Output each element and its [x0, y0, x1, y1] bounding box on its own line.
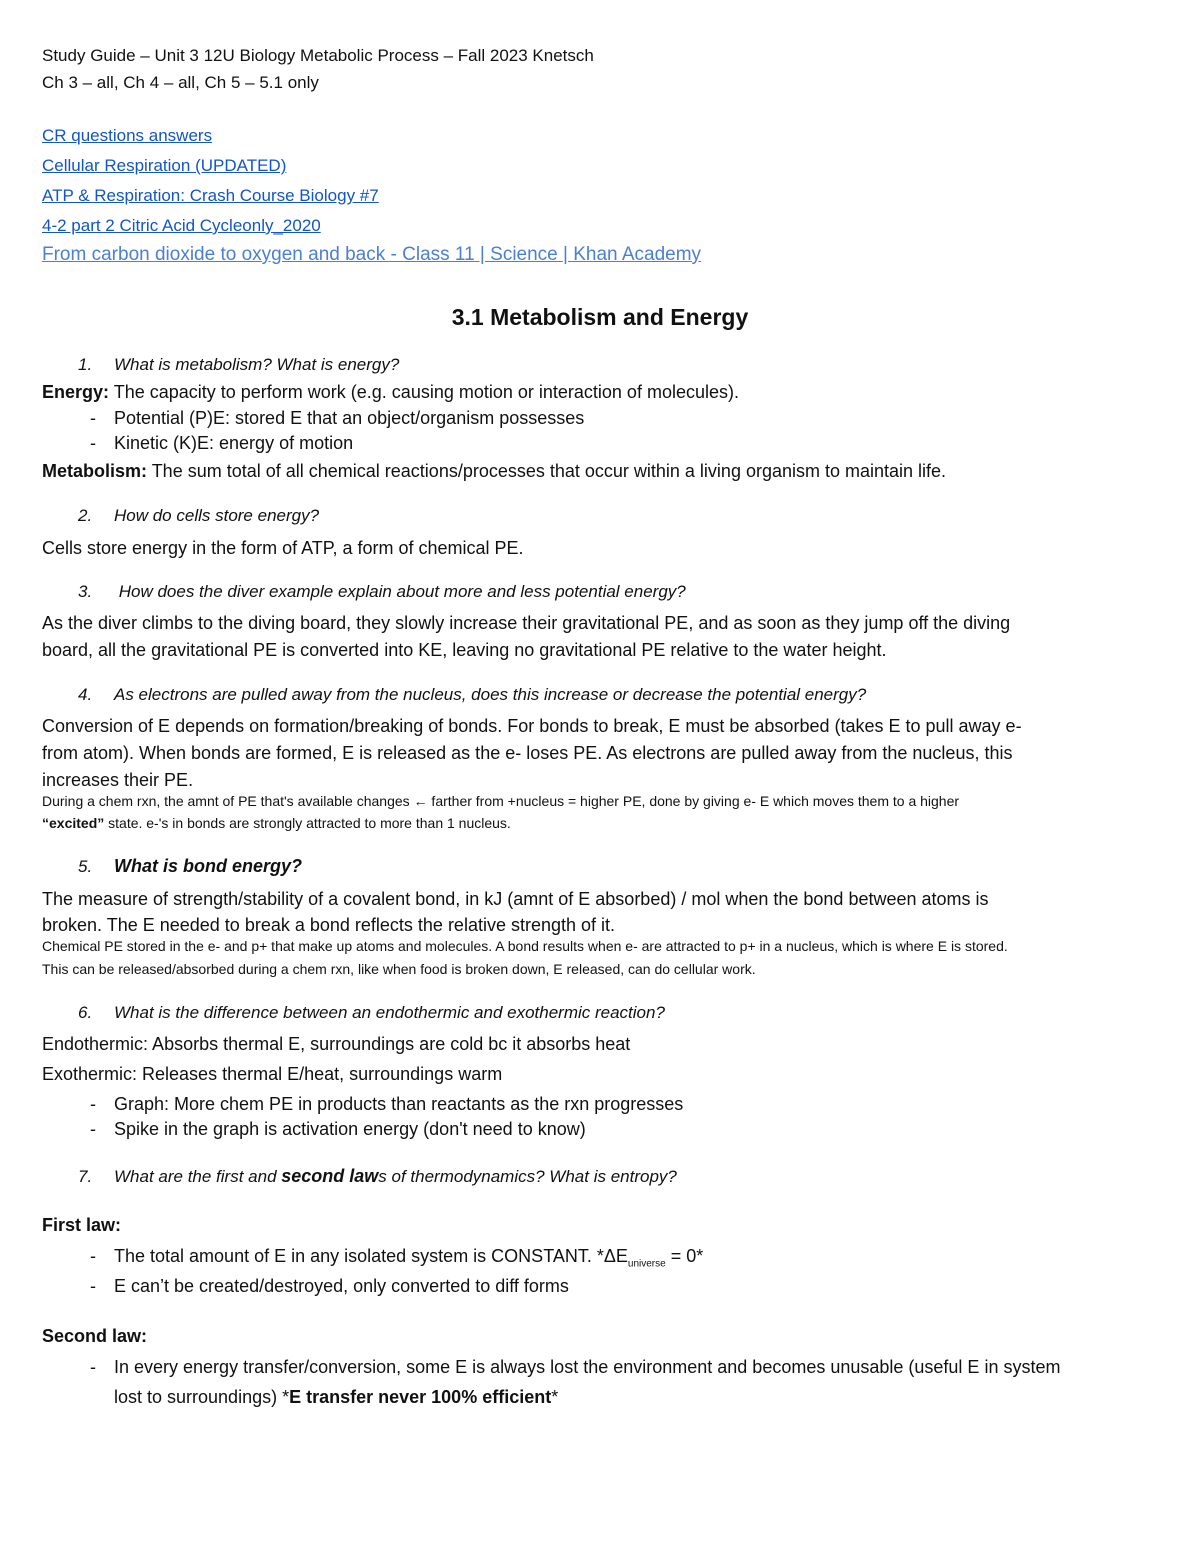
note-text: “excited” state. e-'s in bonds are strongly attracted to more than 1 nucleus.: [42, 815, 511, 831]
question-number: 6.: [78, 1003, 93, 1022]
question-text: As electrons are pulled away from the nucleus, does this increase or decrease the potential energy?: [114, 685, 867, 704]
question-number: 2.: [78, 506, 93, 525]
question-number: 3.: [78, 582, 93, 601]
answer-text: The measure of strength/stability of a covalent bond, in kJ (amnt of E absorbed) / mol when the bond between atoms is: [42, 889, 989, 909]
bullet-item: - Graph: More chem PE in products than reactants as the rxn progresses: [90, 1094, 684, 1114]
bullet-item: - E can’t be created/destroyed, only converted to diff forms: [90, 1276, 569, 1296]
energy-definition: [42, 379, 739, 405]
question-number: 5.: [78, 857, 93, 876]
note-bold: “excited”: [42, 815, 105, 831]
question-1: [78, 355, 399, 375]
question-number: 1.: [78, 355, 93, 374]
answer-text: Conversion of E depends on formation/breaking of bonds. For bonds to break, E must be absorbed (takes E to pull away e-: [42, 716, 1022, 736]
metabolism-text: The sum total of all chemical reactions/processes that occur within a living organism to maintain life.: [147, 461, 947, 481]
answer-text: from atom). When bonds are formed, E is released as the e- loses PE. As electrons are pulled away from the nucleus, this: [42, 743, 1013, 763]
note-text: Chemical PE stored in the e- and p+ that make up atoms and molecules. A bond results when e- are attracted to p+ in a nucleus, which is where E is stored.: [42, 938, 1008, 954]
question-text: What is metabolism? What is energy?: [114, 355, 400, 374]
bullet-item: - Potential (P)E: stored E that an object/organism possesses: [90, 408, 585, 428]
bullet-item: - In every energy transfer/conversion, some E is always lost the environment and becomes unusable (useful E in system: [90, 1357, 1061, 1377]
answer-text: board, all the gravitational PE is converted into KE, leaving no gravitational PE relative to the water height.: [42, 640, 887, 660]
exothermic-text: Exothermic: Releases thermal E/heat, surroundings warm: [42, 1064, 503, 1084]
question-7: 7. What are the first and second laws of thermodynamics? What is entropy?: [78, 1166, 677, 1186]
energy-text: The capacity to perform work (e.g. causing motion or interaction of molecules).: [109, 382, 739, 402]
link-khan-academy[interactable]: From carbon dioxide to oxygen and back - Class 11 | Science | Khan Academy: [42, 244, 702, 265]
question-5: [78, 856, 302, 877]
bullet-item: - The total amount of E in any isolated system is CONSTANT. $*\Delta E_{universe} = 0*$: [90, 1246, 704, 1270]
question-number: 4.: [78, 685, 93, 704]
header-title: Study Guide – Unit 3 12U Biology Metabolic Process – Fall 2023 Knetsch: [42, 46, 594, 65]
metabolism-label: Metabolism:: [42, 461, 148, 481]
question-text: How does the diver example explain about more and less potential energy?: [114, 582, 686, 601]
link-cr-questions[interactable]: CR questions answers: [42, 126, 213, 145]
answer-text: Cells store energy in the form of ATP, a form of chemical PE.: [42, 538, 524, 558]
question-text: What is the difference between an endothermic and exothermic reaction?: [114, 1003, 665, 1022]
question-number: 7.: [78, 1167, 93, 1186]
question-2: [78, 506, 319, 526]
link-cellular-respiration[interactable]: Cellular Respiration (UPDATED): [42, 156, 287, 175]
bullet-text: E can’t be created/destroyed, only converted to diff forms: [114, 1276, 569, 1296]
section-title: 3.1 Metabolism and Energy: [451, 304, 749, 330]
question-text: What is bond energy?: [114, 856, 303, 876]
bullet-text: Kinetic (K)E: energy of motion: [114, 433, 354, 453]
metabolism-definition: [42, 458, 946, 484]
question-3: [78, 582, 686, 602]
second-law-heading: Second law:: [42, 1326, 148, 1346]
link-crash-course[interactable]: ATP & Respiration: Crash Course Biology #7: [42, 186, 379, 205]
question-4: [78, 685, 866, 705]
question-6: [78, 1003, 665, 1023]
answer-text: broken. The E needed to break a bond reflects the relative strength of it.: [42, 915, 616, 935]
endothermic-text: Endothermic: Absorbs thermal E, surroundings are cold bc it absorbs heat: [42, 1034, 631, 1054]
bullet-text: Spike in the graph is activation energy (don't need to know): [114, 1119, 586, 1139]
bullet-text: Graph: More chem PE in products than reactants as the rxn progresses: [114, 1094, 684, 1114]
note-text: During a chem rxn, the amnt of PE that's available changes ← farther from +nucleus = higher PE, done by giving e- E which moves them to a higher: [42, 793, 960, 809]
answer-text: As the diver climbs to the diving board, they slowly increase their gravitational PE, and as soon as they jump off the diving: [42, 613, 1011, 633]
bullet-item: - Spike in the graph is activation energy (don't need to know): [90, 1119, 586, 1139]
bullet-text: Potential (P)E: stored E that an object/organism possesses: [114, 408, 585, 428]
bullet-item: - Kinetic (K)E: energy of motion: [90, 433, 354, 453]
bullet-continuation: lost to surroundings) *E transfer never 100% efficient*: [114, 1387, 559, 1407]
note-text: This can be released/absorbed during a chem rxn, like when food is broken down, E released, can do cellular work.: [42, 961, 756, 977]
link-citric-acid[interactable]: 4-2 part 2 Citric Acid Cycleonly_2020: [42, 216, 321, 235]
energy-label: Energy:: [42, 382, 110, 402]
answer-text: increases their PE.: [42, 770, 194, 790]
question-text: How do cells store energy?: [114, 506, 320, 525]
header-chapters: Ch 3 – all, Ch 4 – all, Ch 5 – 5.1 only: [42, 73, 319, 92]
first-law-heading: First law:: [42, 1215, 122, 1235]
